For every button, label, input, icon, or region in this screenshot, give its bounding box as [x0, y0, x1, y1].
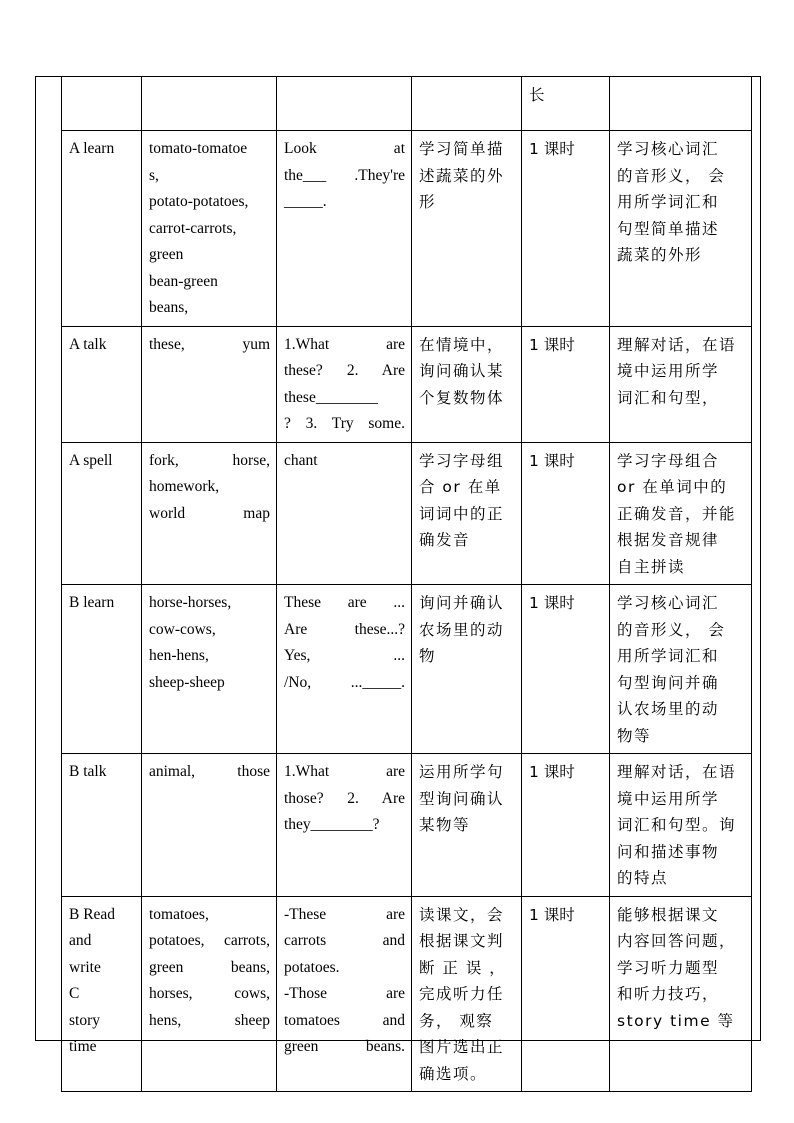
cell-objective-line: 根据发音规律: [617, 531, 720, 549]
cell-teaching-goal-line: 在情境中，: [419, 335, 505, 354]
cell-lesson-line: B Read: [69, 905, 116, 923]
cell-vocabulary-line: green: [149, 246, 184, 263]
cell-class-hours: [522, 326, 610, 442]
cell-objective-line: 自主拼读: [617, 557, 686, 576]
cell-objective-line: 理解对话，在语: [617, 763, 737, 781]
cell-sentence-pattern-line: -Those are: [284, 985, 405, 1002]
cell-sentence-pattern: [277, 754, 412, 897]
cell-vocabulary-line: hen-hens,: [149, 647, 209, 664]
cell-objective-line: 学习核心词汇: [617, 594, 720, 612]
cell-vocabulary-line: cow-cows,: [149, 620, 216, 638]
cell-lesson: [62, 131, 142, 327]
table-row: [62, 896, 752, 1092]
cell-objective: [610, 442, 752, 585]
cell-objective-line: 蔬菜的外形: [617, 246, 703, 264]
cell-objective-line: 句型询问并确: [617, 673, 720, 692]
cell-sentence-pattern-line: 1.What are: [284, 763, 405, 780]
cell-vocabulary: [142, 585, 277, 754]
cell-vocabulary-line: tomatoes,: [149, 905, 209, 923]
cell-sentence-pattern-line: they________?: [284, 816, 380, 833]
cell-empty: [62, 77, 142, 131]
cell-teaching-goal-line: 形: [419, 193, 437, 211]
cell-class-hours-text: 1 课时: [529, 763, 575, 781]
cell-teaching-goal-line: 合 or 在单: [419, 478, 502, 496]
cell-sentence-pattern-line: these? 2. Are: [284, 362, 405, 379]
cell-teaching-goal: [412, 896, 522, 1092]
cell-vocabulary-line: carrot-carrots,: [149, 219, 237, 237]
cell-vocabulary: [142, 442, 277, 585]
cell-objective-line: 的特点: [617, 869, 669, 887]
table-row: [62, 326, 752, 442]
cell-teaching-goal-line: 完成听力任: [419, 985, 505, 1003]
lesson-plan-table: [61, 76, 752, 1092]
table-row: [62, 754, 752, 897]
cell-vocabulary-line: homework,: [149, 478, 220, 495]
cell-vocabulary-line: these, yum: [149, 335, 270, 353]
cell-vocabulary: [142, 754, 277, 897]
cell-teaching-goal-line: 词词中的正: [419, 504, 505, 523]
cell-sentence-pattern-line: carrots and: [284, 932, 405, 949]
cell-lesson-line: and: [69, 932, 92, 949]
cell-teaching-goal-line: 确选项。: [419, 1064, 488, 1083]
cell-empty: [142, 77, 277, 131]
cell-teaching-goal-line: 询问并确认: [419, 594, 505, 612]
cell-vocabulary: [142, 131, 277, 327]
cell-objective-line: 学习听力题型: [617, 958, 720, 977]
cell-lesson: [62, 754, 142, 897]
cell-teaching-goal: [412, 131, 522, 327]
cell-objective-line: 境中运用所学: [617, 362, 720, 380]
cell-objective-line: or 在单词中的: [617, 478, 728, 496]
cell-lesson-line: write: [69, 958, 101, 976]
cell-vocabulary-line: green beans,: [149, 958, 270, 976]
cell-objective-line: 的音形义， 会: [617, 166, 726, 185]
cell-teaching-goal-line: 断 正 误 ，: [419, 958, 507, 977]
cell-vocabulary-line: sheep-sheep: [149, 673, 225, 691]
cell-objective-line: 用所学词汇和: [617, 647, 720, 665]
cell-sentence-pattern-line: ? 3. Try some.: [284, 415, 405, 432]
cell-teaching-goal-line: 某物等: [419, 816, 471, 834]
cell-lesson-line: A learn: [69, 140, 115, 157]
cell-class-hours-text: 1 课时: [529, 451, 575, 470]
cell-objective: [610, 896, 752, 1092]
cell-teaching-goal-line: 学习字母组: [419, 451, 505, 470]
cell-vocabulary-line: beans,: [149, 299, 189, 316]
cell-teaching-goal: [412, 754, 522, 897]
cell-sentence-pattern-line: These are ...: [284, 594, 405, 611]
cell-sentence-pattern-line: Are these...?: [284, 620, 405, 638]
cell-vocabulary-line: world map: [149, 504, 270, 522]
cell-lesson-line: story: [69, 1011, 100, 1029]
cell-teaching-goal-line: 型询问确认: [419, 789, 505, 808]
cell-lesson-line: A talk: [69, 335, 107, 353]
cell-lesson-line: time: [69, 1038, 97, 1055]
cell-vocabulary-line: hens, sheep: [149, 1011, 270, 1029]
cell-objective-line: 学习核心词汇: [617, 140, 720, 158]
cell-sentence-pattern-line: green beans.: [284, 1038, 405, 1055]
cell-vocabulary-line: bean-green: [149, 272, 218, 290]
cell-teaching-goal: [412, 326, 522, 442]
cell-vocabulary: [142, 326, 277, 442]
cell-sentence-pattern-line: _____.: [284, 193, 327, 210]
cell-lesson-line: B talk: [69, 763, 107, 780]
cell-sentence-pattern: [277, 326, 412, 442]
cell-teaching-goal-line: 述蔬菜的外: [419, 166, 505, 185]
cell-class-hours: [522, 442, 610, 585]
cell-objective-line: story time 等: [617, 1011, 735, 1030]
cell-objective-line: 正确发音，并能: [617, 504, 737, 523]
cell-vocabulary-line: potatoes, carrots,: [149, 932, 270, 949]
cell-teaching-goal-line: 图片选出正: [419, 1038, 505, 1056]
cell-vocabulary-line: potato-potatoes,: [149, 193, 249, 210]
cell-lesson: [62, 442, 142, 585]
cell-class-hours: [522, 131, 610, 327]
cell-lesson-line: B learn: [69, 594, 115, 611]
cell-sentence-pattern-line: those? 2. Are: [284, 789, 405, 807]
cell-class-hours-text: 1 课时: [529, 335, 575, 354]
cell-objective-line: 词汇和句型，: [617, 388, 720, 407]
cell-teaching-goal: [412, 585, 522, 754]
cell-teaching-goal-line: 读课文，会: [419, 905, 505, 924]
cell-class-hours-text: 1 课时: [529, 140, 575, 158]
cell-teaching-goal-line: 学习简单描: [419, 140, 505, 158]
cell-class-hours: [522, 754, 610, 897]
cell-class-hours: [522, 585, 610, 754]
cell-objective-line: 理解对话，在语: [617, 335, 737, 354]
cell-objective-line: 学习字母组合: [617, 451, 720, 470]
cell-objective: [610, 585, 752, 754]
cell-vocabulary-line: horses, cows,: [149, 985, 270, 1002]
cell-objective-line: 物等: [617, 726, 652, 745]
cell-objective: [610, 754, 752, 897]
cell-lesson-line: C: [69, 985, 80, 1002]
cell-teaching-goal-line: 根据课文判: [419, 932, 505, 950]
cell-empty: [610, 77, 752, 131]
cell-vocabulary-line: horse-horses,: [149, 594, 232, 611]
cell-lesson: [62, 326, 142, 442]
cell-teaching-goal-line: 确发音: [419, 531, 471, 549]
cell-objective-line: 句型简单描述: [617, 219, 720, 238]
cell-sentence-pattern-line: Look at: [284, 140, 405, 157]
cell-sentence-pattern-line: the___ .They're: [284, 166, 405, 184]
cell-objective-line: 用所学词汇和: [617, 193, 720, 211]
cell-teaching-goal-line: 个复数物体: [419, 388, 505, 407]
cell-objective-line: 境中运用所学: [617, 789, 720, 808]
table-row: [62, 585, 752, 754]
cell-sentence-pattern-line: chant: [284, 451, 318, 469]
cell-sentence-pattern-line: these________: [284, 388, 378, 406]
cell-objective-line: 词汇和句型。询: [617, 816, 737, 834]
cell-vocabulary-line: tomato-tomatoe: [149, 140, 248, 157]
cell-vocabulary-line: fork, horse,: [149, 451, 270, 469]
cell-teaching-goal-line: 务， 观察: [419, 1011, 494, 1030]
cell-lesson: [62, 896, 142, 1092]
cell-teaching-goal-line: 物: [419, 647, 437, 665]
cell-empty: [277, 77, 412, 131]
table-row-top: [62, 77, 752, 131]
cell-objective-line: 认农场里的动: [617, 700, 720, 718]
cell-objective: [610, 326, 752, 442]
cell-continued-text: 长: [522, 77, 610, 131]
cell-objective-line: 和听力技巧，: [617, 985, 720, 1003]
table-row: [62, 442, 752, 585]
cell-objective: [610, 131, 752, 327]
table-row: [62, 131, 752, 327]
cell-objective-line: 能够根据课文: [617, 905, 720, 924]
cell-sentence-pattern-line: /No, ..._____.: [284, 673, 405, 691]
cell-teaching-goal-line: 农场里的动: [419, 620, 505, 639]
cell-objective-line: 问和描述事物: [617, 842, 720, 861]
cell-empty: [412, 77, 522, 131]
cell-sentence-pattern-line: -These are: [284, 905, 405, 923]
cell-class-hours: [522, 896, 610, 1092]
cell-sentence-pattern: [277, 896, 412, 1092]
cell-sentence-pattern-line: Yes, ...: [284, 647, 405, 664]
cell-class-hours-text: 1 课时: [529, 905, 575, 924]
cell-sentence-pattern-line: 1.What are: [284, 335, 405, 353]
cell-teaching-goal: [412, 442, 522, 585]
cell-sentence-pattern: [277, 442, 412, 585]
cell-sentence-pattern: [277, 585, 412, 754]
cell-objective-line: 内容回答问题，: [617, 932, 737, 950]
cell-sentence-pattern-line: potatoes.: [284, 958, 340, 976]
cell-objective-line: 的音形义， 会: [617, 620, 726, 639]
cell-lesson: [62, 585, 142, 754]
cell-vocabulary: [142, 896, 277, 1092]
cell-sentence-pattern-line: tomatoes and: [284, 1011, 405, 1029]
cell-vocabulary-line: animal, those: [149, 763, 270, 780]
cell-vocabulary-line: s,: [149, 166, 159, 184]
cell-teaching-goal-line: 询问确认某: [419, 362, 505, 380]
cell-lesson-line: A spell: [69, 451, 113, 469]
cell-sentence-pattern: [277, 131, 412, 327]
cell-teaching-goal-line: 运用所学句: [419, 763, 505, 781]
cell-class-hours-text: 1 课时: [529, 594, 575, 612]
